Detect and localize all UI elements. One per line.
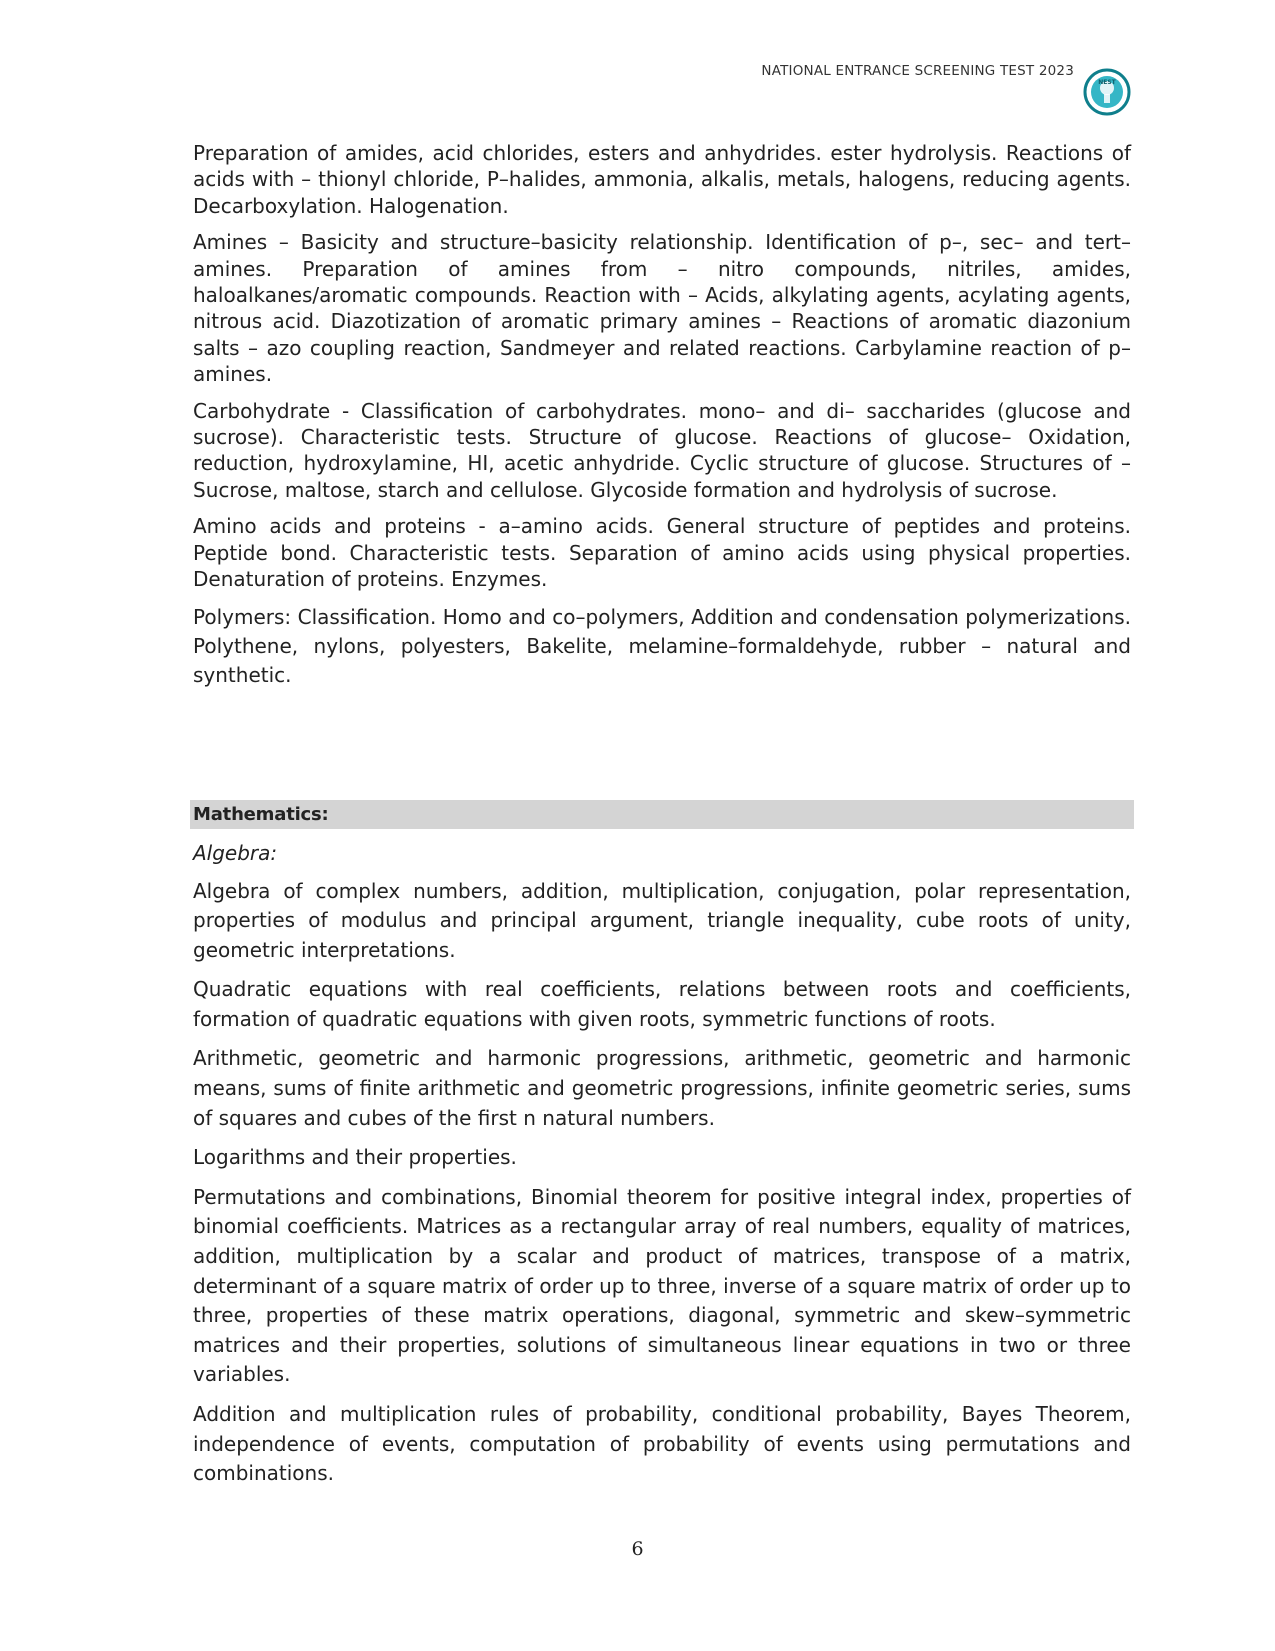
page-header-title: NATIONAL ENTRANCE SCREENING TEST 2023 <box>761 63 1074 79</box>
svg-text:NEST: NEST <box>1098 79 1116 86</box>
math-paragraph-complex-numbers: Algebra of complex numbers, addition, multiplication, conjugation, polar representation, properties of modulus and principal argument, triangle inequality, cube roots of unity, geometric interpretations. <box>193 878 1131 962</box>
mathematics-section-heading: Mathematics: <box>190 800 1134 829</box>
nest-logo <box>1083 68 1131 116</box>
math-paragraph-progressions: Arithmetic, geometric and harmonic progressions, arithmetic, geometric and harmonic means, sums of finite arithmetic and geometric progressions, infinite geometric series, sums of squares and cubes of the first n natural numbers. <box>193 1046 1131 1130</box>
chemistry-paragraph-amino-acids: Amino acids and proteins - a–amino acids. General structure of peptides and proteins. Peptide bond. Characteristic tests. Separation of amino acids using physical properties. Denaturation of proteins. Enzymes. <box>193 514 1131 592</box>
chemistry-paragraph-carboxylic-acids: Preparation of amides, acid chlorides, esters and anhydrides. ester hydrolysis. Reactions of acids with – thionyl chloride, P–halides, ammonia, alkalis, metals, halogens, reducing agents. Decarboxylation. Halogenation. <box>193 141 1131 218</box>
chemistry-paragraph-carbohydrates: Carbohydrate - Classification of carbohydrates. mono– and di– saccharides (glucose and sucrose). Characteristic tests. Structure of glucose. Reactions of glucose– Oxidation, reduction, hydroxylamine, HI, acetic anhydride. Cyclic structure of glucose. Structures of – Sucrose, maltose, starch and cellulose. Glycoside formation and hydrolysis of sucrose. <box>193 398 1131 502</box>
math-paragraph-logarithms: Logarithms and their properties. <box>193 1145 517 1170</box>
mathematics-body <box>193 877 1131 1489</box>
math-paragraph-probability: Addition and multiplication rules of probability, conditional probability, Bayes Theorem, independence of events, computation of probability of events using permutations and combinations. <box>193 1402 1131 1486</box>
algebra-subheading: Algebra: <box>193 840 278 865</box>
chemistry-paragraph-amines: Amines – Basicity and structure–basicity relationship. Identification of p–, sec– and tert– amines. Preparation of amines from – nitro compounds, nitriles, amides, haloalkanes/aromatic compounds. Reaction with – Acids, alkylating agents, acylating agents, nitrous acid. Diazotization of aromatic primary amines – Reactions of aromatic diazonium salts – azo coupling reaction, Sandmeyer and related reactions. Carbylamine reaction of p–amines. <box>193 230 1131 387</box>
math-paragraph-quadratic: Quadratic equations with real coefficients, relations between roots and coefficients, formation of quadratic equations with given roots, symmetric functions of roots. <box>193 977 1131 1031</box>
math-paragraph-permutations-matrices: Permutations and combinations, Binomial theorem for positive integral index, properties of binomial coefficients. Matrices as a rectangular array of real numbers, equality of matrices, addition, multiplication by a scalar and product of matrices, transpose of a matrix, determinant of a square matrix of order up to three, inverse of a square matrix of order up to three, properties of these matrix operations, diagonal, symmetric and skew–symmetric matrices and their properties, solutions of simultaneous linear equations in two or three variables. <box>193 1184 1131 1387</box>
section-spacer <box>193 700 1131 800</box>
chemistry-paragraph-polymers: Polymers: Classification. Homo and co–polymers, Addition and condensation polymerizations. Polythene, nylons, polyesters, Bakelite, melamine–formaldehyde, rubber – natural and synthetic. <box>193 604 1131 687</box>
page-content <box>193 140 1131 1499</box>
page-number: 6 <box>631 1538 644 1560</box>
